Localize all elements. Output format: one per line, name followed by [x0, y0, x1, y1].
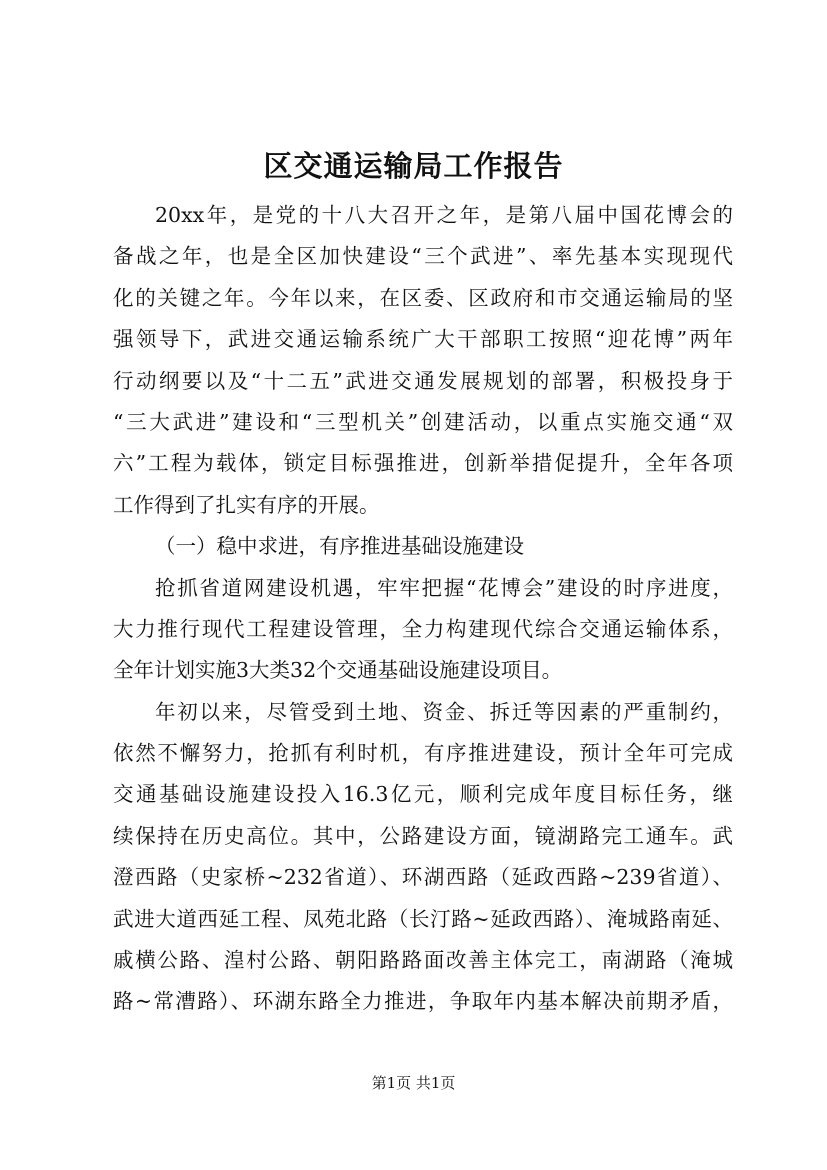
text-line: 戚横公路、湟村公路、朝阳路路面改善主体完工，南湖路（淹城 — [113, 948, 733, 973]
document-body — [113, 195, 733, 1023]
text-line: 全年计划实施3大类32个交通基础设施建设项目。 — [113, 658, 563, 683]
text-line: 路~常漕路）、环湖东路全力推进，争取年内基本解决前期矛盾， — [113, 989, 733, 1014]
text-line: 武进大道西延工程、凤苑北路（长汀路~延政西路）、淹城路南延、 — [113, 906, 733, 931]
text-line: 强领导下，武进交通运输系统广大干部职工按照“迎花博”两年 — [113, 327, 733, 352]
text-line: （一）稳中求进，有序推进基础设施建设 — [155, 534, 524, 559]
text-line: 依然不懈努力，抢抓有利时机，有序推进建设，预计全年可完成 — [113, 741, 733, 766]
text-line: 年初以来，尽管受到土地、资金、拆迁等因素的严重制约， — [155, 699, 733, 724]
text-line: 20xx年，是党的十八大召开之年，是第八届中国花博会的 — [155, 203, 733, 227]
text-line: 续保持在历史高位。其中，公路建设方面，镜湖路完工通车。武 — [113, 823, 733, 848]
text-line: 行动纲要以及“十二五”武进交通发展规划的部署，积极投身于 — [113, 368, 733, 393]
text-line: 大力推行现代工程建设管理，全力构建现代综合交通运输体系， — [113, 616, 733, 641]
document-title: 区交通运输局工作报告 — [263, 149, 564, 183]
text-line: 化的关键之年。今年以来，在区委、区政府和市交通运输局的坚 — [113, 285, 733, 310]
text-line: 备战之年，也是全区加快建设“三个武进”、率先基本实现现代 — [113, 244, 733, 269]
text-line: 交通基础设施建设投入16.3亿元，顺利完成年度目标任务，继 — [113, 782, 733, 807]
text-line: 澄西路（史家桥~232省道）、环湖西路（延政西路~239省道）、 — [113, 865, 733, 890]
text-line: 抢抓省道网建设机遇，牢牢把握“花博会”建设的时序进度， — [155, 575, 733, 600]
text-line: 六”工程为载体，锁定目标强推进，创新举措促提升，全年各项 — [113, 451, 733, 476]
page-footer: 第1页 共1页 — [371, 1074, 456, 1092]
text-line: 工作得到了扎实有序的开展。 — [113, 492, 380, 517]
text-line: “三大武进”建设和“三型机关”创建活动，以重点实施交通“双 — [113, 409, 733, 434]
